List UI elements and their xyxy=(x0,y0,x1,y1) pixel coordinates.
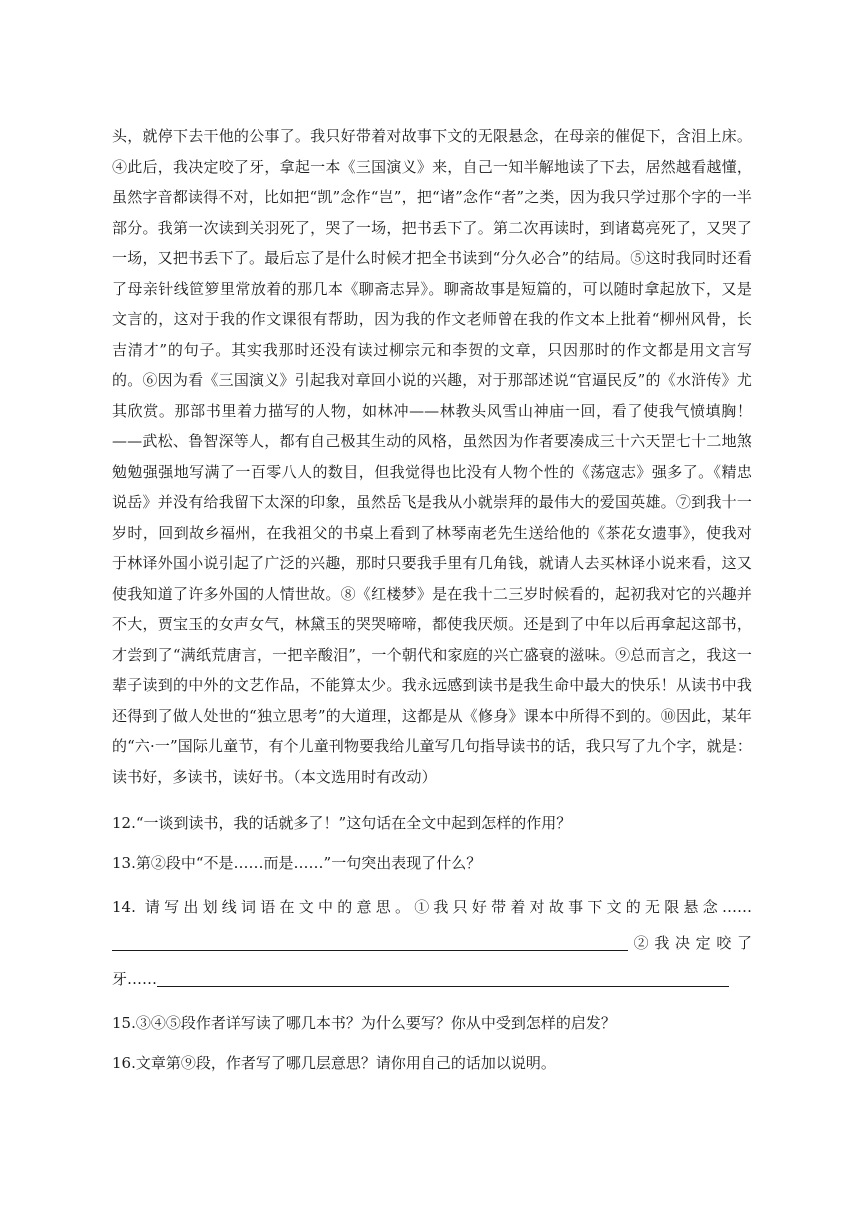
answer-blank-2[interactable] xyxy=(157,970,729,987)
document-content xyxy=(112,121,752,1077)
passage-text: 头，就停下去干他的公事了。我只好带着对故事下文的无限悬念，在母亲的催促下，含泪上床。④此后，我决定咬了牙，拿起一本《三国演义》来，自己一知半解地读了下去，居然越看越懂，虽然字音都读得不对，比如把“凯”念作“岂”，把“诸”念作“者”之类，因为我只学过那个字的一半部分。我第一次读到关羽死了，哭了一场，把书丢下了。第二次再读时，到诸葛亮死了，又哭了一场，又把书丢下了。最后忘了是什么时候才把全书读到“分久必合”的结局。⑤这时我同时还看了母亲针线笸箩里常放着的那几本《聊斋志异》。聊斋故事是短篇的，可以随时拿起放下，又是文言的，这对于我的作文课很有帮助，因为我的作文老师曾在我的作文本上批着“柳州风骨，长吉清才”的句子。其实我那时还没有读过柳宗元和李贺的文章，只因那时的作文都是用文言写的。⑥因为看《三国演义》引起我对章回小说的兴趣，对于那部述说“官逼民反”的《水浒传》尤其欣赏。那部书里着力描写的人物，如林冲——林教头风雪山神庙一回，看了使我气愤填胸！——武松、鲁智深等人，都有自己极其生动的风格，虽然因为作者要凑成三十六天罡七十二地煞勉勉强强地写满了一百零八人的数目，但我觉得也比没有人物个性的《荡寇志》强多了。《精忠说岳》并没有给我留下太深的印象，虽然岳飞是我从小就崇拜的最伟大的爱国英雄。⑦到我十一岁时，回到故乡福州，在我祖父的书桌上看到了林琴南老先生送给他的《茶花女遗事》，使我对于林译外国小说引起了广泛的兴趣，那时只要我手里有几角钱，就请人去买林译小说来看，这又使我知道了许多外国的人情世故。⑧《红楼梦》是在我十二三岁时候看的，起初我对它的兴趣并不大，贾宝玉的女声女气，林黛玉的哭哭啼啼，都使我厌烦。还是到了中年以后再拿起这部书，才尝到了“满纸荒唐言，一把辛酸泪”，一个朝代和家庭的兴亡盛衰的滋味。⑨总而言之，我这一辈子读到的中外的文艺作品，不能算太少。我永远感到读书是我生命中最大的快乐！从读书中我还得到了做人处世的“独立思考”的大道理，这都是从《修身》课本中所得不到的。⑩因此，某年的“六·一”国际儿童节，有个儿童刊物要我给儿童写几句指导读书的话，我只写了九个字，就是：读书好，多读书，读好书。（本文选用时有改动） xyxy=(112,127,752,786)
question-16: 16.文章第⑨段，作者写了哪几层意思？请你用自己的话加以说明。 xyxy=(112,1054,556,1072)
question-14-prompt: 14. 请写出划线词语在文中的意思。 xyxy=(112,898,415,916)
question-13: 13.第②段中“不是……而是……”一句突出表现了什么？ xyxy=(112,854,482,872)
question-14-item-1: ①我只好带着对故事下文的无限悬念…… xyxy=(414,898,752,916)
question-15: 15.③④⑤段作者详写读了哪几本书？为什么要写？你从中受到怎样的启发？ xyxy=(112,1014,616,1032)
answer-blank-1[interactable] xyxy=(112,934,628,951)
question-14 xyxy=(112,889,752,997)
question-14-item-2: ②我决定咬了牙…… xyxy=(112,934,752,988)
question-12: 12.“一谈到读书，我的话就多了！”这句话在全文中起到怎样的作用？ xyxy=(112,814,572,832)
